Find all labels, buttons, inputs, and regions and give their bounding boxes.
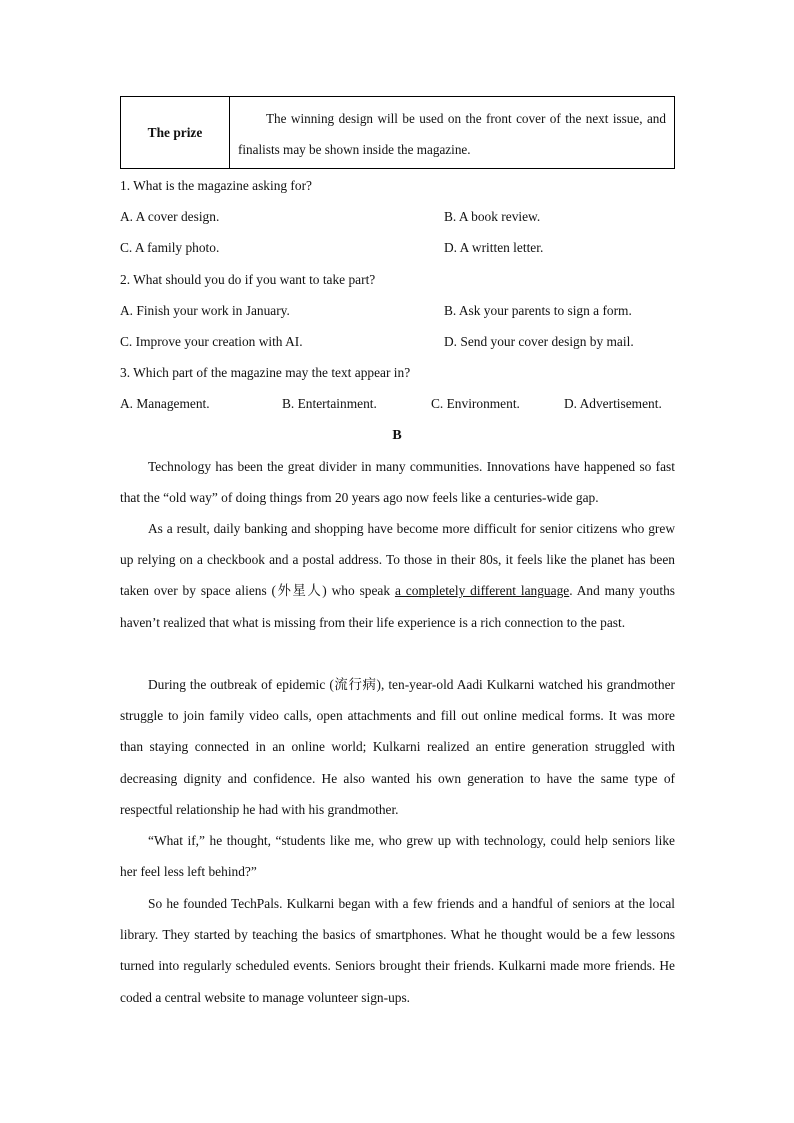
underlined-phrase: a completely different language bbox=[394, 583, 570, 599]
paragraph-2-text-end: . And many youths haven’t realized that what is missing from their life experience is a rich connection to the past. bbox=[120, 583, 675, 630]
question-1-option-b: B. A book review. bbox=[444, 209, 541, 224]
question-2-option-b: B. Ask your parents to sign a form. bbox=[444, 303, 632, 318]
prize-table bbox=[120, 96, 675, 169]
prize-description: The winning design will be used on the front cover of the next issue, and finalists may be shown inside the magazine. bbox=[238, 111, 666, 157]
paragraph-2-text-start: As a result, daily banking and shopping have become more difficult for senior citizens who grew up relying on a checkbook and a postal address. To those in their 80s, it feels like the planet has been taken over by space aliens (外星人) who speak bbox=[120, 521, 675, 599]
question-1-stem: 1. What is the magazine asking for? bbox=[120, 178, 312, 193]
question-2-stem: 2. What should you do if you want to take part? bbox=[120, 272, 376, 287]
question-2-option-d: D. Send your cover design by mail. bbox=[444, 334, 634, 349]
question-3-option-c: C. Environment. bbox=[431, 396, 520, 411]
question-3-option-b: B. Entertainment. bbox=[282, 396, 377, 411]
question-1-option-a: A. A cover design. bbox=[120, 209, 220, 224]
section-b-paragraph-2 bbox=[120, 513, 675, 638]
section-b-paragraph-4: “What if,” he thought, “students like me, who grew up with technology, could help seniors like her feel less left behind?” bbox=[120, 833, 675, 880]
prize-text bbox=[230, 97, 674, 168]
section-b-paragraph-3: During the outbreak of epidemic (流行病), ten-year-old Aadi Kulkarni watched his grandmother struggle to join family video calls, open attachments and fill out online medical forms. It was more than staying connected in an online world; Kulkarni realized an entire generation struggled with decreasing dignity and confidence. He also wanted his own generation to have the same type of respectful relationship he had with his grandmother. bbox=[120, 677, 675, 817]
question-1-option-c: C. A family photo. bbox=[120, 240, 220, 255]
question-2-option-a: A. Finish your work in January. bbox=[120, 303, 290, 318]
section-b-title: B bbox=[392, 428, 402, 443]
prize-label: The prize bbox=[121, 97, 230, 168]
question-1-option-d: D. A written letter. bbox=[444, 240, 544, 255]
question-3-option-a: A. Management. bbox=[120, 396, 210, 411]
section-b-paragraph-1: Technology has been the great divider in many communities. Innovations have happened so fast that the “old way” of doing things from 20 years ago now feels like a centuries-wide gap. bbox=[120, 459, 675, 506]
section-b-paragraph-5: So he founded TechPals. Kulkarni began with a few friends and a handful of seniors at the local library. They started by teaching the basics of smartphones. What he thought would be a few lessons turned into regularly scheduled events. Seniors brought their friends. Kulkarni made more friends. He coded a central website to manage volunteer sign-ups. bbox=[120, 896, 675, 1005]
question-3-option-d: D. Advertisement. bbox=[564, 396, 662, 411]
question-3-stem: 3. Which part of the magazine may the text appear in? bbox=[120, 365, 411, 380]
question-2-option-c: C. Improve your creation with AI. bbox=[120, 334, 303, 349]
